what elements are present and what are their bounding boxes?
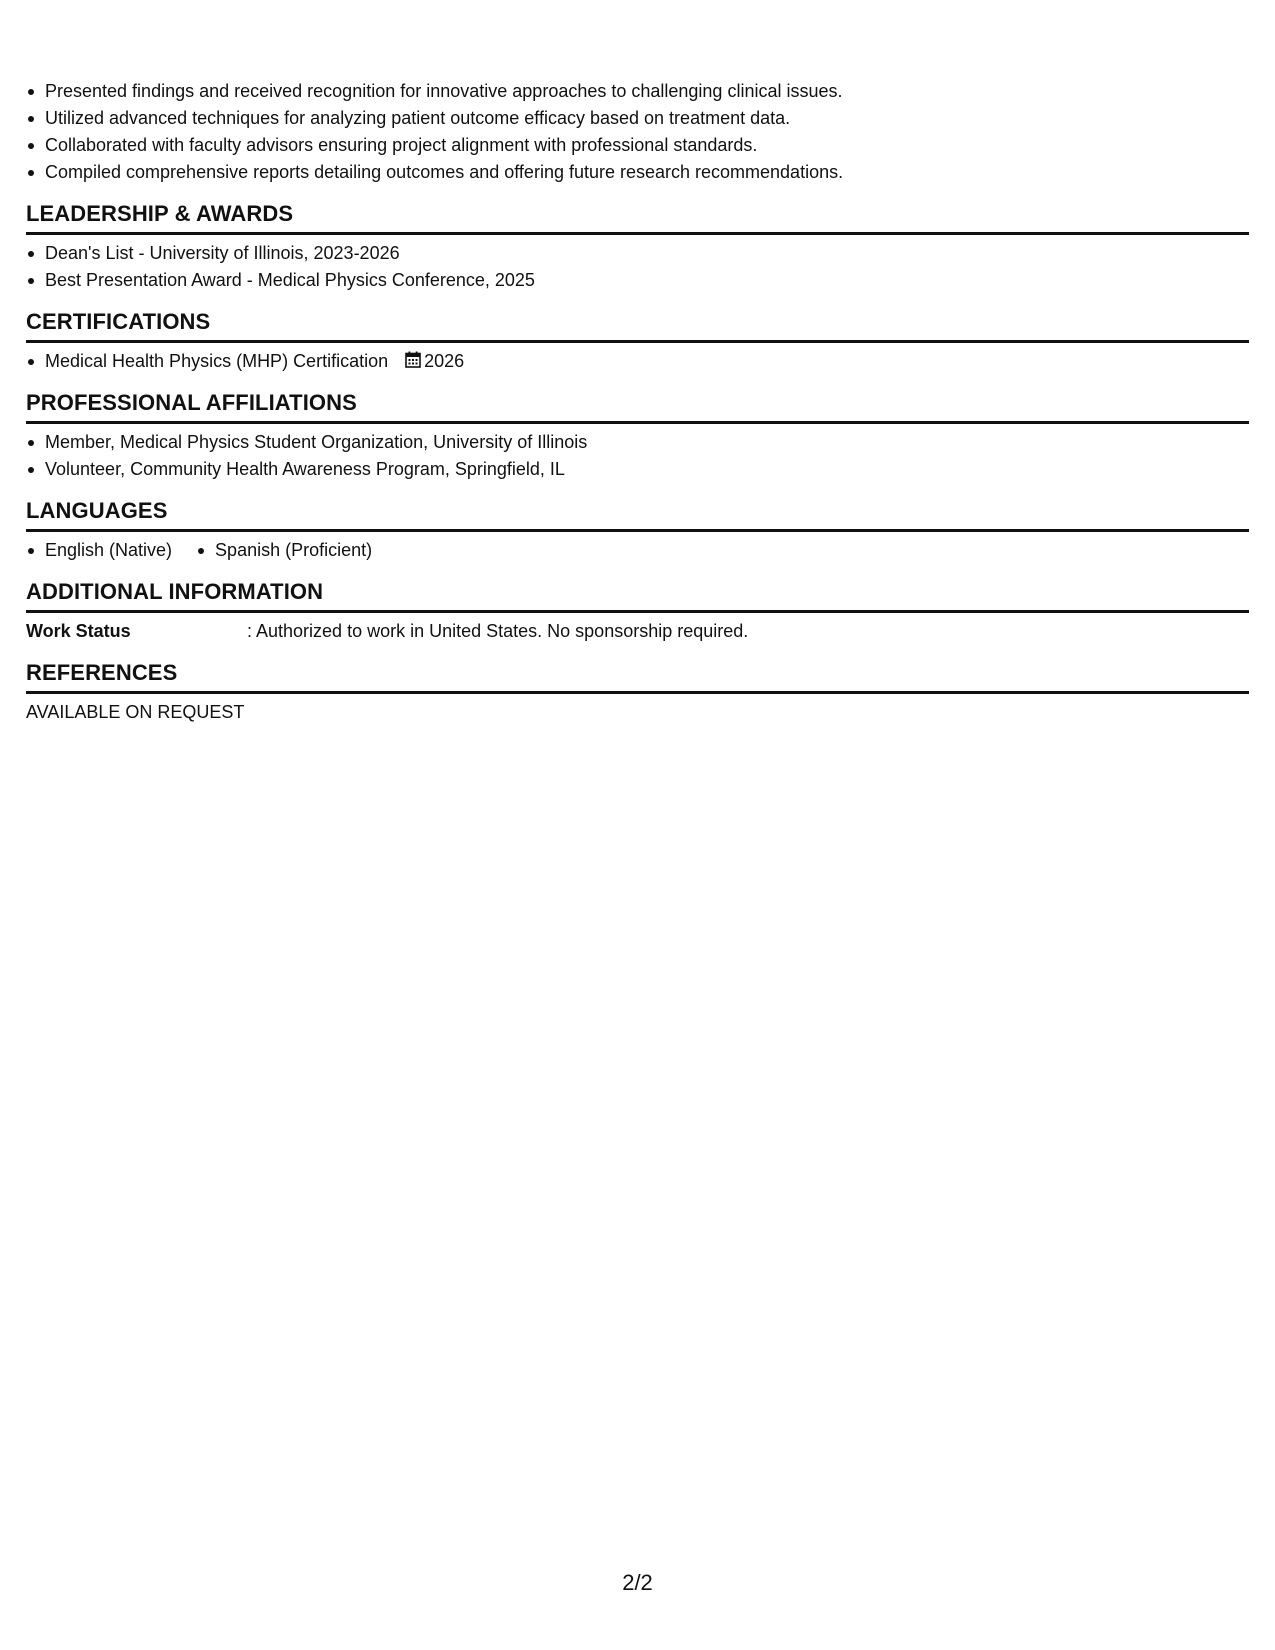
spacer (26, 483, 1249, 496)
section-heading: LEADERSHIP & AWARDS (26, 201, 294, 226)
spacer (26, 186, 1249, 199)
section-additional-information (26, 577, 1249, 645)
certification-year: 2026 (424, 351, 465, 371)
spacer (26, 645, 1249, 658)
divider (26, 340, 1249, 343)
divider (26, 691, 1249, 694)
divider (26, 610, 1249, 613)
list-item: Spanish (Proficient) (196, 537, 372, 564)
leadership-list (26, 240, 1249, 294)
section-leadership (26, 199, 1249, 294)
list-item: Collaborated with faculty advisors ensuring project alignment with professional standards. (26, 132, 1249, 159)
section-heading: CERTIFICATIONS (26, 309, 211, 334)
work-status-label: Work Status (26, 621, 131, 641)
section-heading: PROFESSIONAL AFFILIATIONS (26, 390, 357, 415)
section-certifications (26, 307, 1249, 375)
work-status-row (26, 618, 1249, 645)
spacer (26, 564, 1249, 577)
certifications-list (26, 348, 1249, 375)
section-affiliations (26, 388, 1249, 483)
section-heading: LANGUAGES (26, 498, 168, 523)
certification-name: Medical Health Physics (MHP) Certification (45, 351, 389, 371)
divider (26, 232, 1249, 235)
list-item: English (Native) (26, 537, 172, 564)
divider (26, 529, 1249, 532)
spacer (26, 375, 1249, 388)
page-number: 2/2 (622, 1570, 653, 1595)
list-item: Presented findings and received recognition for innovative approaches to challenging clinical issues. (26, 78, 1249, 105)
list-item: Compiled comprehensive reports detailing outcomes and offering future research recommendations. (26, 159, 1249, 186)
section-heading: REFERENCES (26, 660, 178, 685)
project-bullet-list (26, 78, 1249, 186)
work-status-value: : Authorized to work in United States. No sponsorship required. (247, 621, 749, 641)
spacer (26, 294, 1249, 307)
list-item: Utilized advanced techniques for analyzing patient outcome efficacy based on treatment data. (26, 105, 1249, 132)
list-item (26, 348, 1249, 375)
section-heading: ADDITIONAL INFORMATION (26, 579, 324, 604)
section-languages (26, 496, 1249, 564)
calendar-icon (405, 349, 421, 366)
divider (26, 421, 1249, 424)
list-item: Best Presentation Award - Medical Physics Conference, 2025 (26, 267, 1249, 294)
languages-list (26, 537, 1249, 564)
references-text: AVAILABLE ON REQUEST (26, 702, 245, 722)
resume-page (26, 78, 1249, 726)
list-item: Volunteer, Community Health Awareness Program, Springfield, IL (26, 456, 1249, 483)
affiliations-list (26, 429, 1249, 483)
list-item: Member, Medical Physics Student Organization, University of Illinois (26, 429, 1249, 456)
section-references (26, 658, 1249, 726)
list-item: Dean's List - University of Illinois, 2023-2026 (26, 240, 1249, 267)
